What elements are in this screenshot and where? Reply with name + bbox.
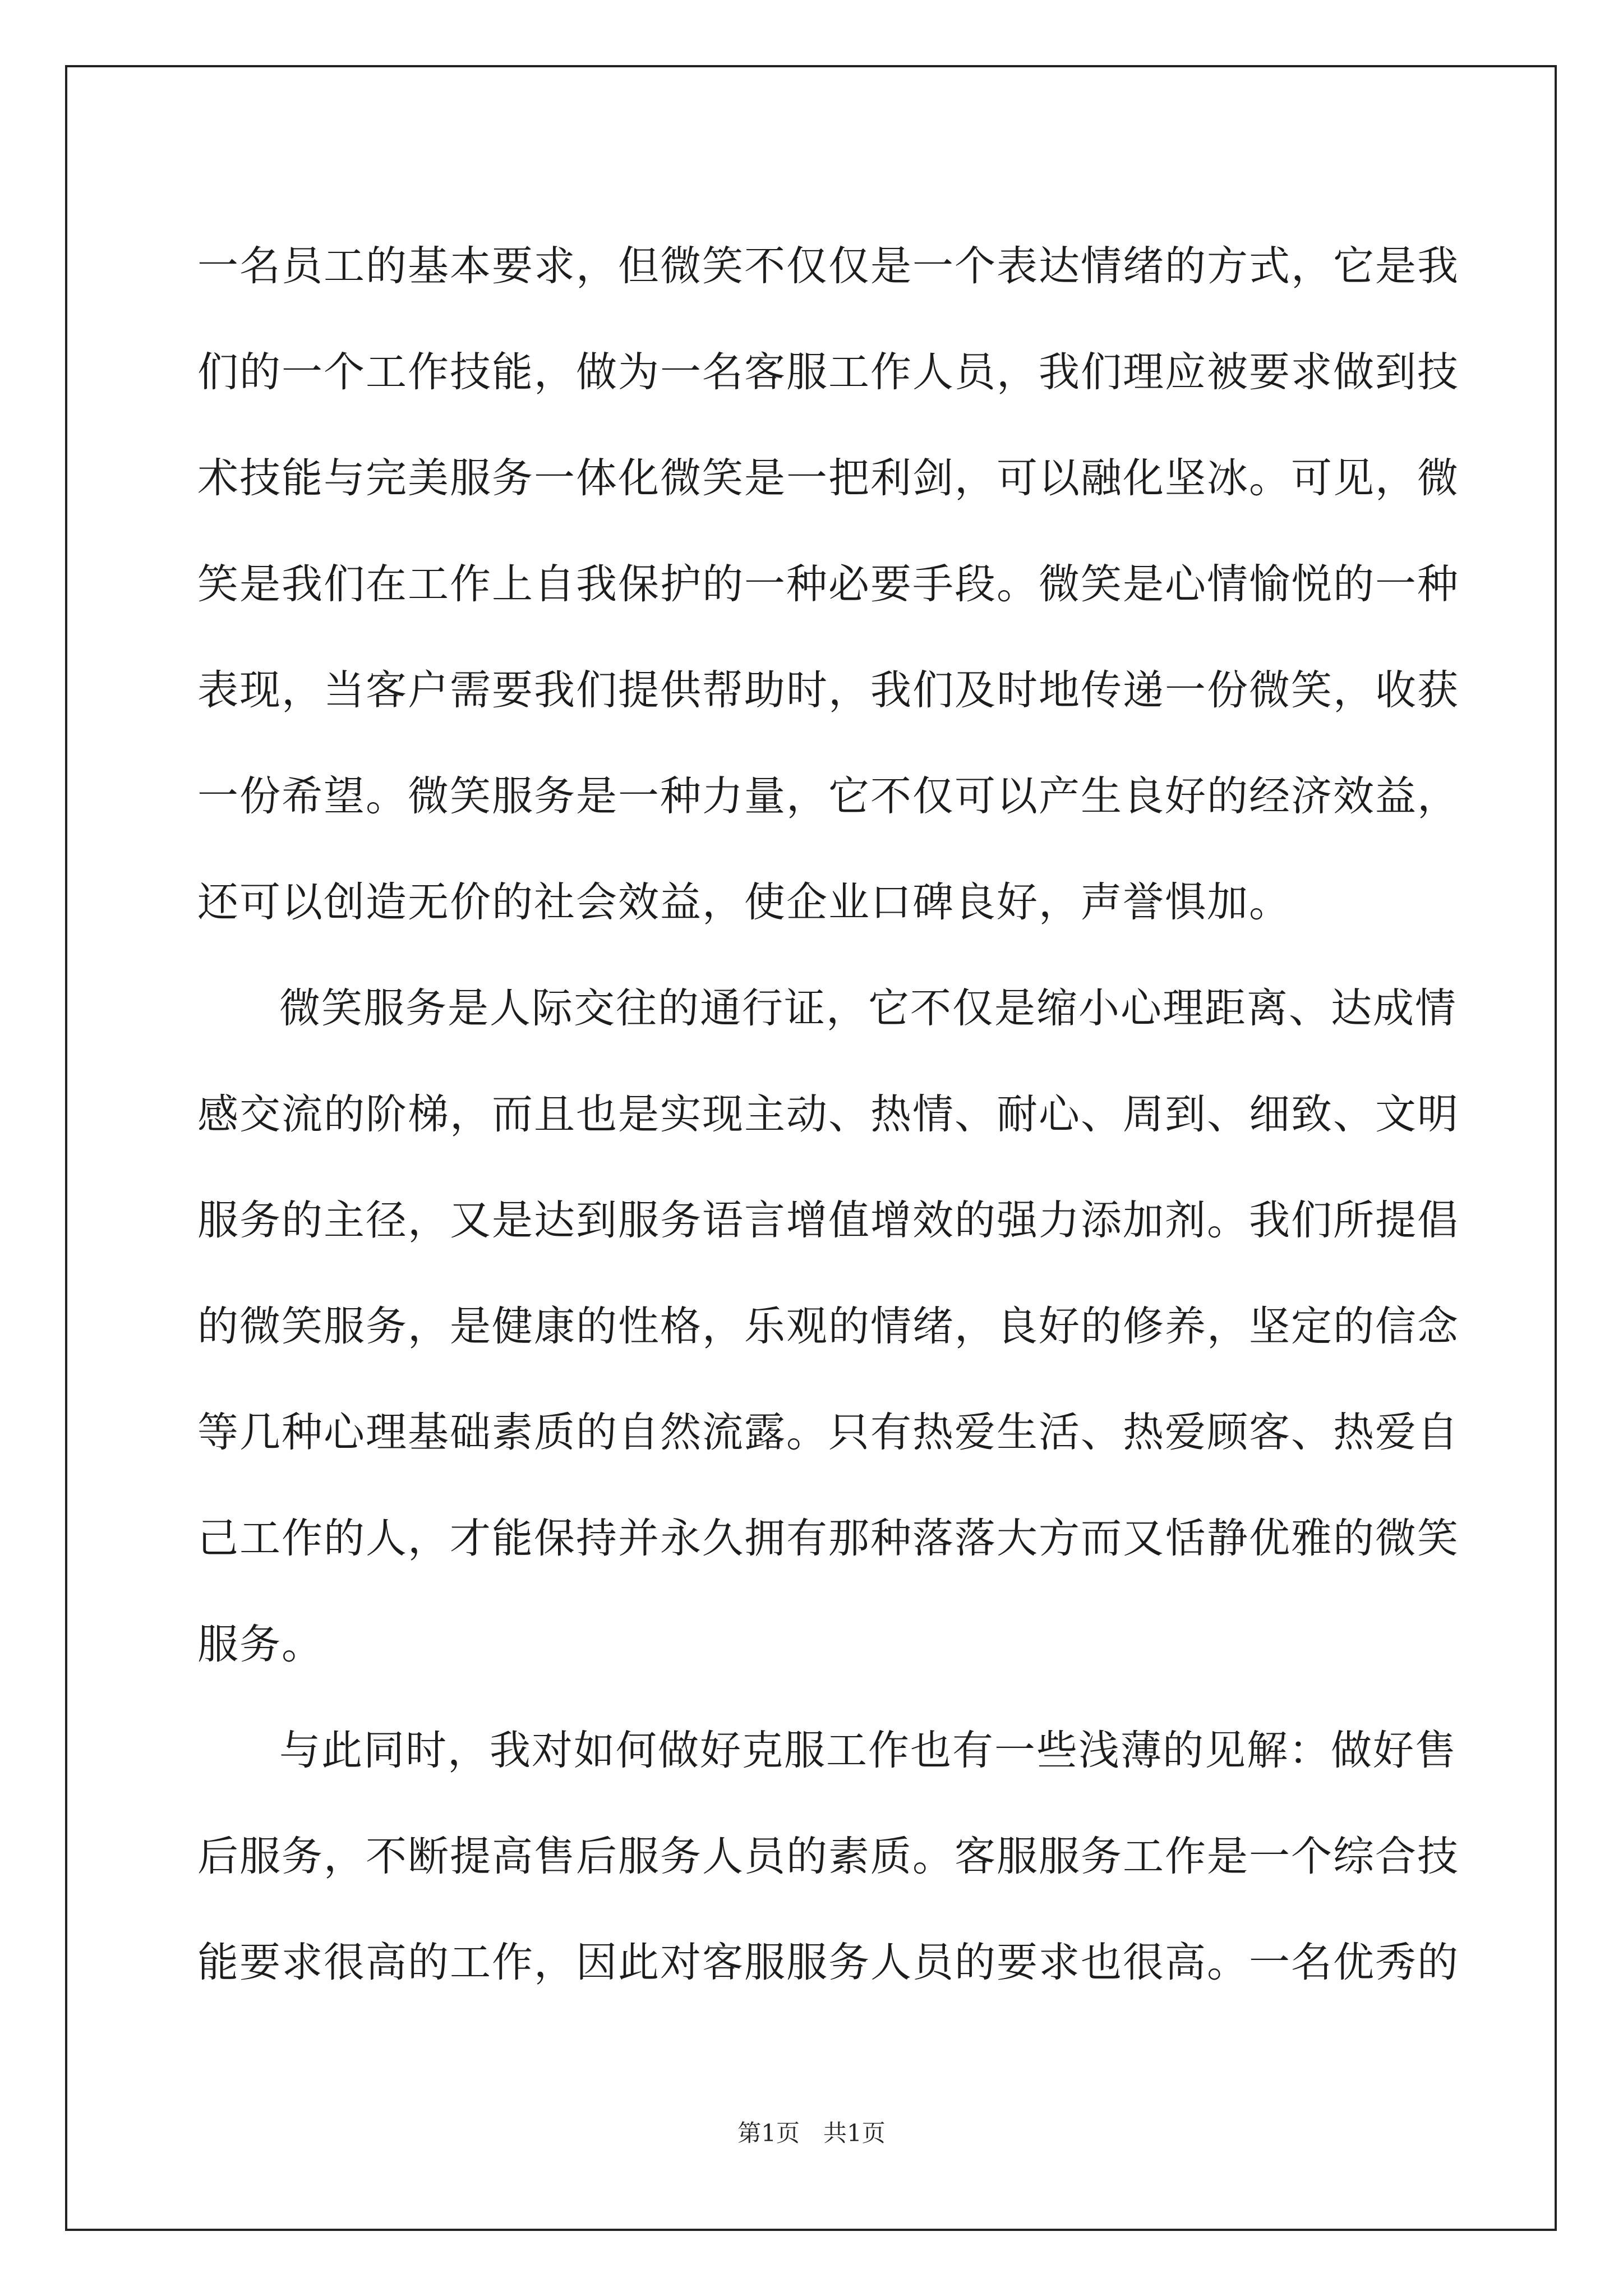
- text-line: 还可以创造无价的社会效益，使企业口碑良好，声誉惧加。: [197, 878, 1291, 926]
- text-line: 己工作的人，才能保持并永久拥有那种落落大方而又恬静优雅的微笑: [197, 1515, 1459, 1562]
- text-line: 服务的主径，又是达到服务语言增值增效的强力添加剂。我们所提倡: [197, 1197, 1459, 1244]
- page-footer: 第1页 共1页: [737, 2119, 886, 2147]
- text-line: 能要求很高的工作，因此对客服服务人员的要求也很高。一名优秀的: [197, 1939, 1459, 1986]
- text-line: 笑是我们在工作上自我保护的一种必要手段。微笑是心情愉悦的一种: [197, 560, 1459, 608]
- text-line: 服务。: [197, 1621, 324, 1668]
- document-body: [197, 213, 1459, 2016]
- text-line: 术技能与完美服务一体化微笑是一把利剑，可以融化坚冰。可见，微: [197, 454, 1459, 502]
- text-line: 一份希望。微笑服务是一种力量，它不仅可以产生良好的经济效益，: [197, 772, 1459, 820]
- text-line: 感交流的阶梯，而且也是实现主动、热情、耐心、周到、细致、文明: [197, 1091, 1459, 1138]
- text-line: 的微笑服务，是健康的性格，乐观的情绪，良好的修养，坚定的信念: [197, 1303, 1459, 1350]
- text-line: 表现，当客户需要我们提供帮助时，我们及时地传递一份微笑，收获: [197, 666, 1459, 714]
- text-line: 后服务，不断提高售后服务人员的素质。客服服务工作是一个综合技: [197, 1833, 1459, 1880]
- text-line: 与此同时，我对如何做好克服工作也有一些浅薄的见解：做好售: [279, 1727, 1457, 1774]
- text-line: 微笑服务是人际交往的通行证，它不仅是缩小心理距离、达成情: [279, 984, 1457, 1032]
- text-line: 们的一个工作技能，做为一名客服工作人员，我们理应被要求做到技: [197, 348, 1459, 396]
- text-line: 一名员工的基本要求，但微笑不仅仅是一个表达情绪的方式，它是我: [197, 242, 1459, 290]
- text-line: 等几种心理基础素质的自然流露。只有热爱生活、热爱顾客、热爱自: [197, 1409, 1459, 1456]
